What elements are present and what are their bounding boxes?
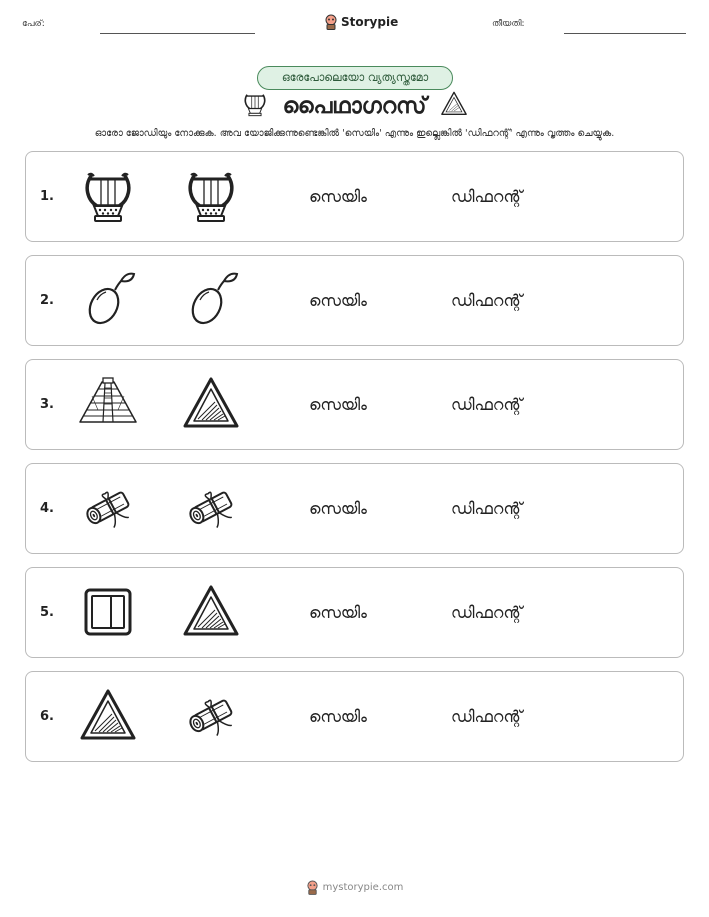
name-label: പേര്: [22,19,45,29]
pair-number: 2. [40,293,54,308]
title-row [0,90,709,122]
same-option[interactable]: സെയിം [309,186,367,206]
date-line[interactable] [564,33,686,34]
pair-number: 5. [40,605,54,620]
name-line[interactable] [100,33,255,34]
footer [0,880,709,895]
title-triangle-icon [440,90,468,122]
storypie-mascot-icon [324,14,338,30]
pair-row-2 [25,255,684,346]
pair-row-3 [25,359,684,450]
pair-number: 1. [40,189,54,204]
olive-icon [181,270,241,330]
square-icon [78,582,138,642]
footer-url[interactable]: mystorypie.com [322,882,404,893]
page-title: പൈഥാഗറസ് [282,93,427,119]
pair-number: 4. [40,501,54,516]
pair-number: 3. [40,397,54,412]
different-option[interactable]: ഡിഫറന്റ് [451,186,523,206]
different-option[interactable]: ഡിഫറന്റ് [451,290,523,310]
scroll-icon [181,686,241,746]
same-option[interactable]: സെയിം [309,498,367,518]
pair-row-6 [25,671,684,762]
same-option[interactable]: സെയിം [309,706,367,726]
pair-number: 6. [40,709,54,724]
pyramid-icon [78,374,138,434]
same-option[interactable]: സെയിം [309,290,367,310]
pair-row-1 [25,151,684,242]
olive-icon [78,270,138,330]
different-option[interactable]: ഡിഫറന്റ് [451,602,523,622]
date-label: തീയതി: [492,19,525,29]
triangle-icon [181,582,241,642]
same-option[interactable]: സെയിം [309,394,367,414]
pair-row-4 [25,463,684,554]
scroll-icon [78,478,138,538]
pair-row-5 [25,567,684,658]
brand-logo [324,14,398,30]
title-lyre-icon [241,88,269,124]
storypie-mascot-icon [306,880,319,895]
different-option[interactable]: ഡിഫറന്റ് [451,706,523,726]
worksheet-type-badge: ഒരേപോലെയോ വ്യത്യസ്തമോ [257,66,453,90]
brand-name: Storypie [341,15,399,29]
scroll-icon [181,478,241,538]
instructions: ഓരോ ജോഡിയും നോക്കുക. അവ യോജിക്കുന്നുണ്ടെങ്കിൽ 'സെയിം' എന്നും ഇല്ലെങ്കിൽ 'ഡിഫറന്റ്' എന്നും വൃത്തം ചെയ്യുക. [94,128,615,139]
different-option[interactable]: ഡിഫറന്റ് [451,498,523,518]
triangle-icon [78,686,138,746]
same-option[interactable]: സെയിം [309,602,367,622]
lyre-icon [181,166,241,226]
triangle-icon [181,374,241,434]
lyre-icon [78,166,138,226]
different-option[interactable]: ഡിഫറന്റ് [451,394,523,414]
